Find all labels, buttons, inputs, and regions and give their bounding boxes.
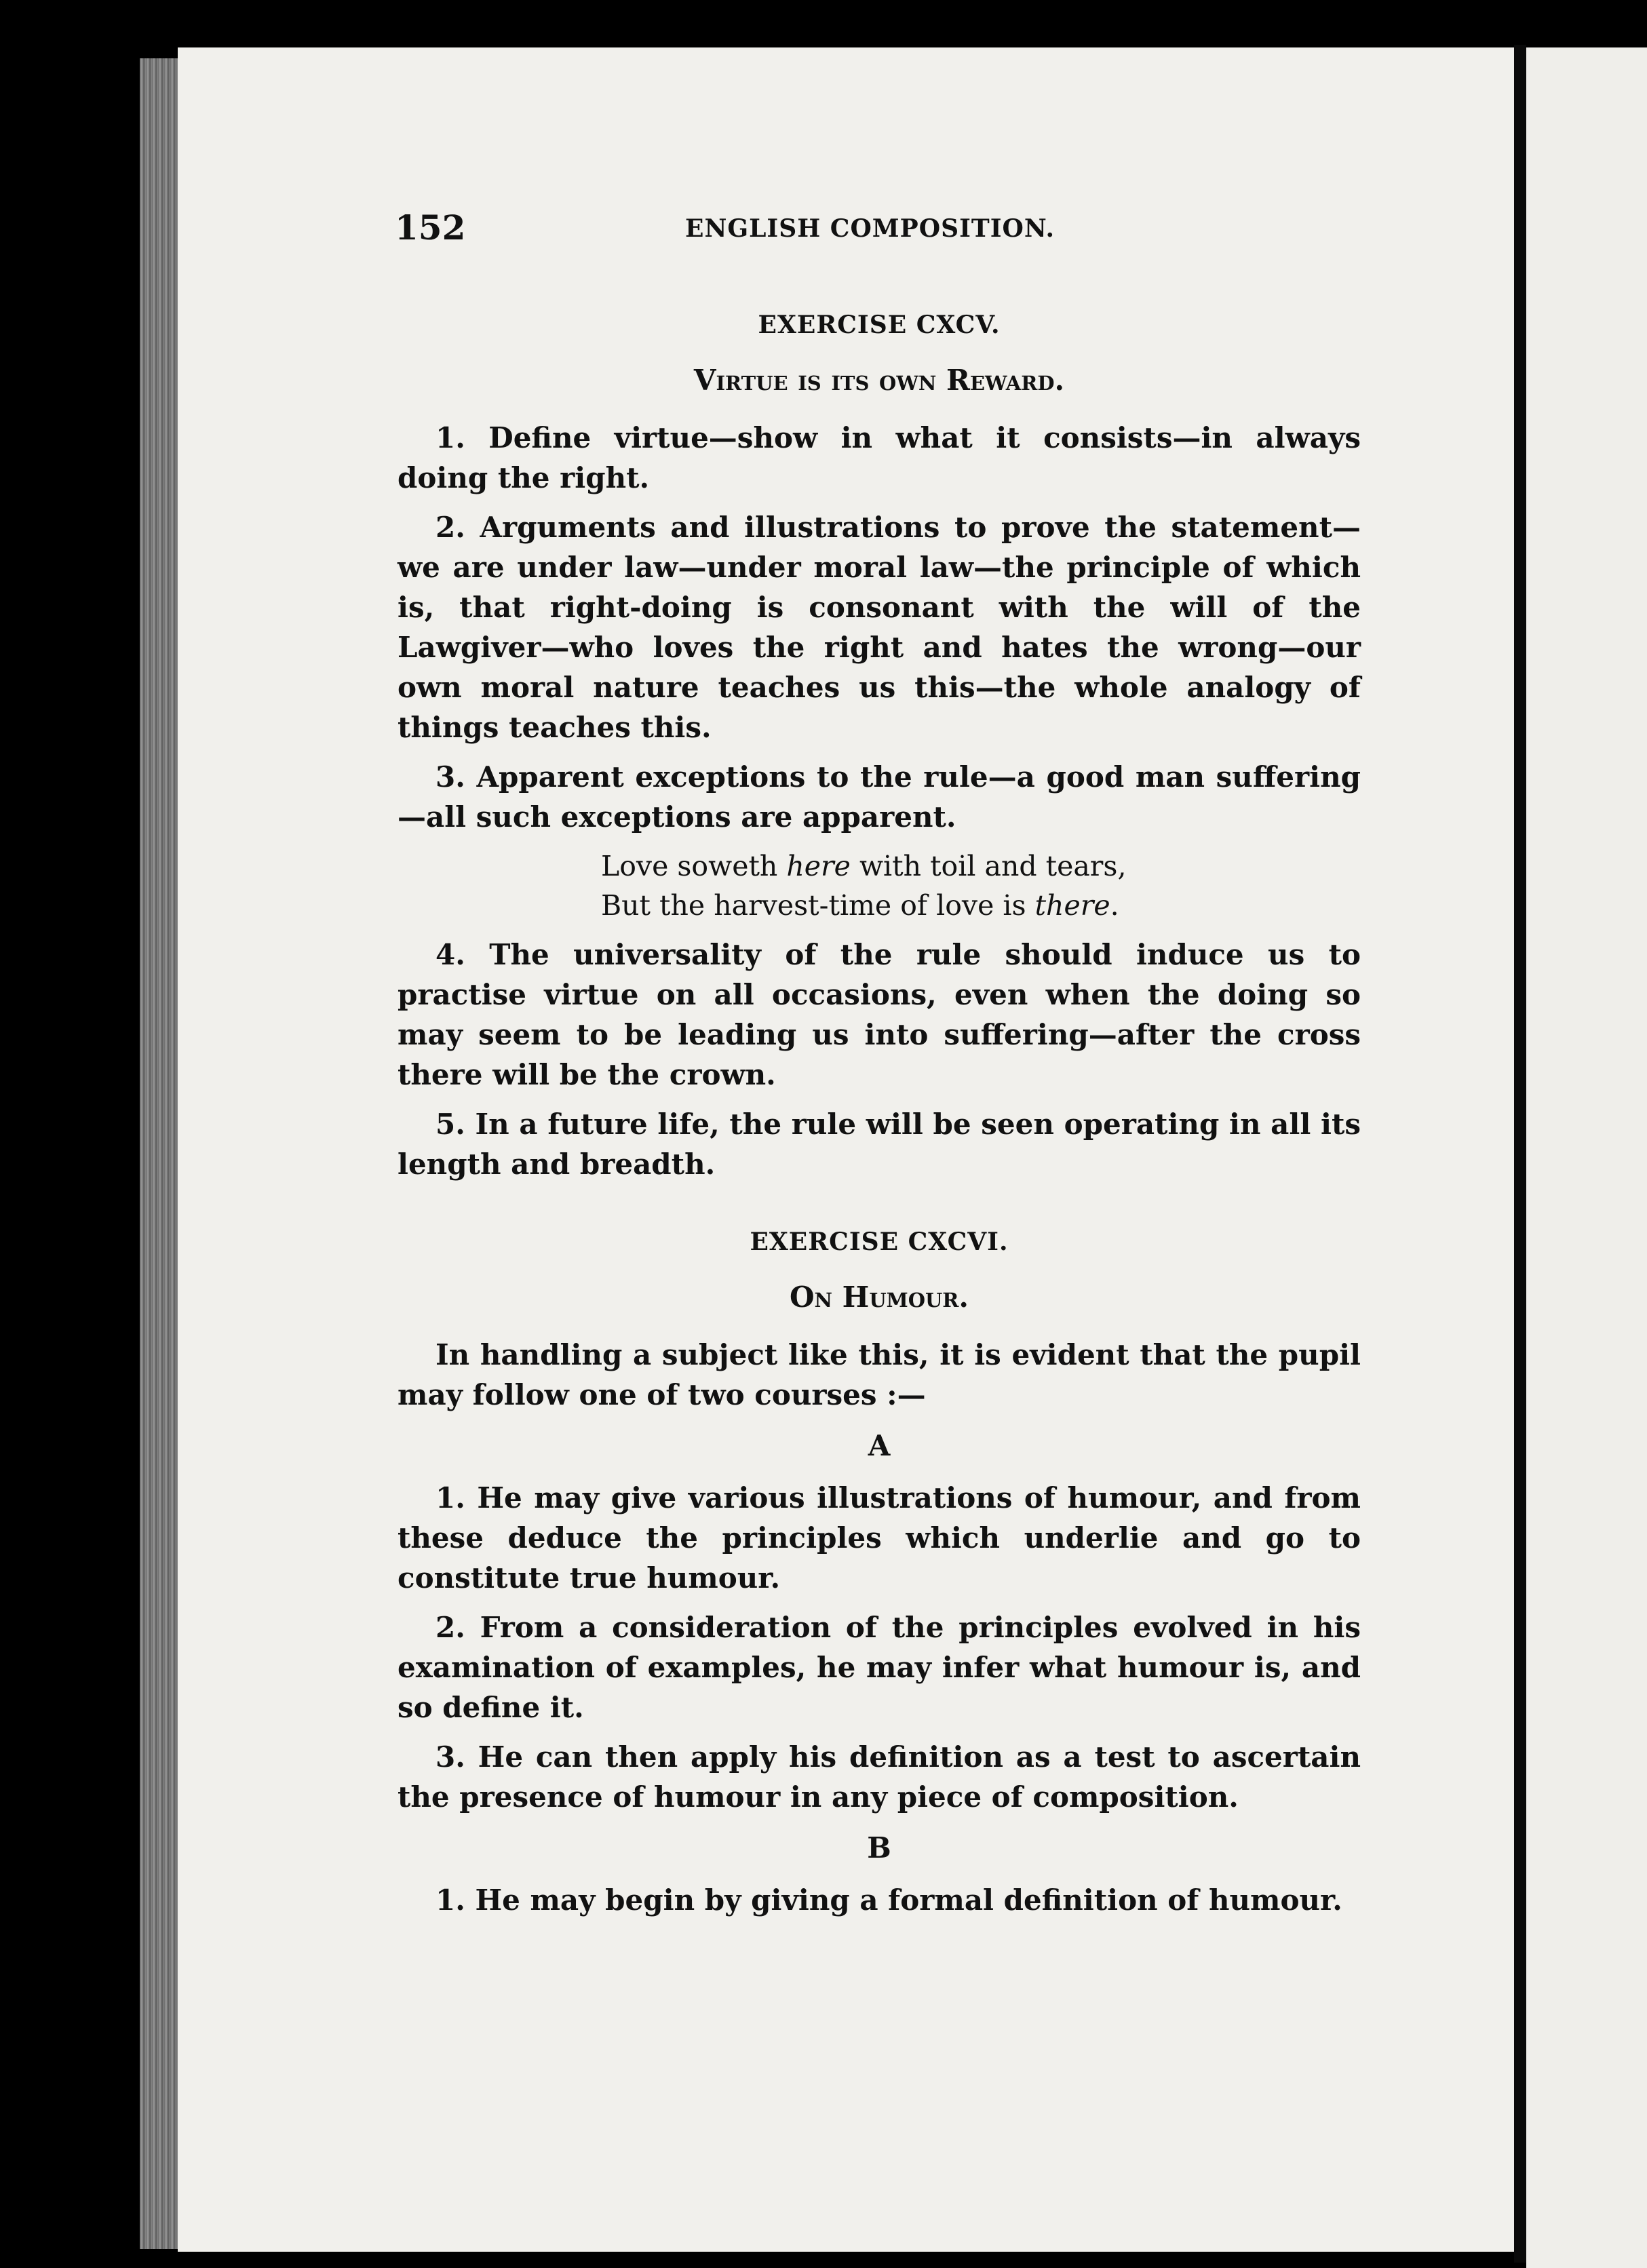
- paragraph: 1. Define virtue—show in what it consists—in always doing the right.: [398, 421, 1361, 494]
- verse-text: .: [1110, 889, 1119, 922]
- exercise-title-virtue: Virtue is its own Reward.: [693, 364, 1065, 397]
- verse-text: Love soweth: [601, 850, 787, 882]
- adjacent-page: [1526, 47, 1647, 2268]
- paragraph: In handling a subject like this, it is evident that the pupil may follow one of two courses :—: [398, 1338, 1361, 1411]
- section-letter-b: B: [867, 1831, 891, 1864]
- running-title: ENGLISH COMPOSITION.: [685, 214, 1055, 243]
- page-gutter: [1514, 45, 1526, 2263]
- paragraph: 2. Arguments and illustrations to prove the statement—we are under law—under moral law—the principle of which is, that right-doing is consonant with the will of the Lawgiver—who loves the right and hates the wrong—our own moral nature teaches us this—the whole analogy of things teaches this.: [398, 511, 1361, 744]
- exercise-title-humour: On Humour.: [789, 1280, 969, 1314]
- paragraph: 4. The universality of the rule should induce us to practise virtue on all occasions, even when the doing so may seem to be leading us into suffering—after the cross there will be the crown.: [398, 938, 1361, 1091]
- verse-text: But the harvest-time of love is: [601, 889, 1035, 922]
- paragraph: 3. He can then apply his definition as a test to ascertain the presence of humour in any piece of composition.: [398, 1740, 1361, 1814]
- page-body: [398, 305, 1361, 1930]
- verse-emphasis: there: [1034, 889, 1110, 922]
- verse-quote: [398, 846, 1361, 925]
- paragraph: 3. Apparent exceptions to the rule—a good man suffering—all such exceptions are apparent.: [398, 760, 1361, 834]
- verse-line: [601, 886, 1361, 925]
- page-number: 152: [395, 208, 466, 248]
- spacer: [398, 1194, 1361, 1222]
- page-header: [395, 208, 1378, 262]
- section-letter-a: A: [868, 1429, 891, 1462]
- paragraph: 1. He may give various illustrations of humour, and from these deduce the principles which underlie and go to constitute true humour.: [398, 1481, 1361, 1595]
- exercise-heading-cxcv: EXERCISE CXCV.: [758, 311, 1001, 339]
- exercise-heading-cxcvi: EXERCISE CXCVI.: [750, 1228, 1009, 1256]
- paragraph: 5. In a future life, the rule will be seen operating in all its length and breadth.: [398, 1108, 1361, 1181]
- verse-emphasis: here: [786, 850, 851, 882]
- paragraph: 1. He may begin by giving a formal definition of humour.: [435, 1883, 1342, 1917]
- paragraph: 2. From a consideration of the principles evolved in his examination of examples, he may infer what humour is, and so define it.: [398, 1611, 1361, 1724]
- verse-text: with toil and tears,: [850, 850, 1127, 882]
- verse-line: [601, 846, 1361, 886]
